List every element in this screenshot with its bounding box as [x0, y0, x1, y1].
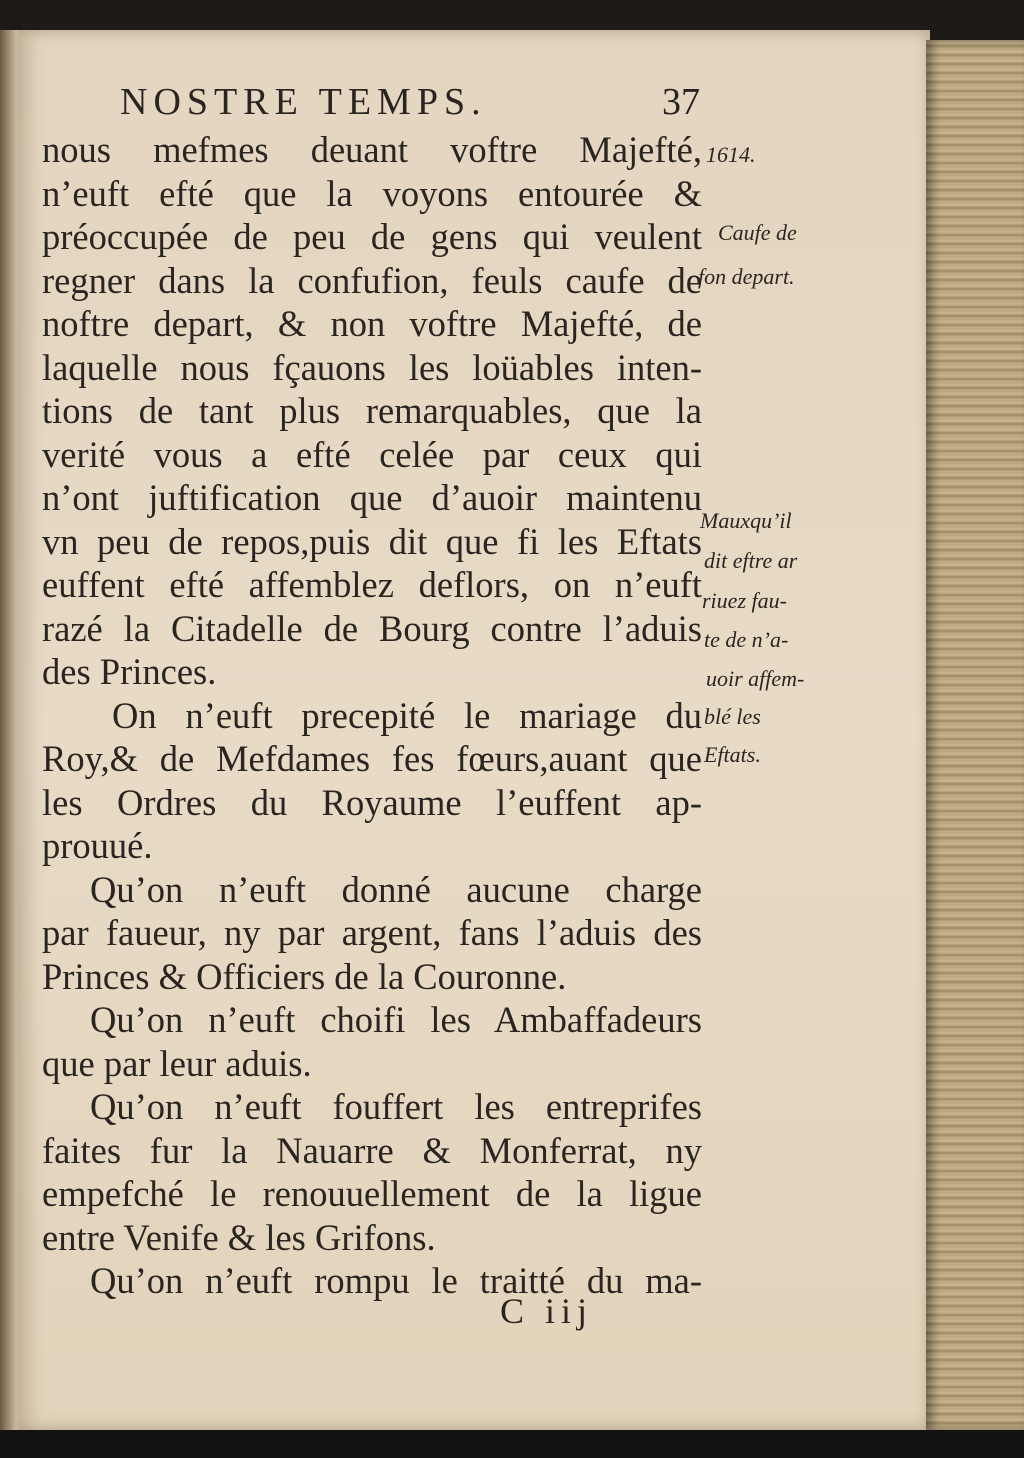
text-line: par faueur, ny par argent, fans l’aduis des: [42, 912, 702, 953]
text-line: vn peu de repos,puis dit que fi les Eftats: [42, 520, 702, 562]
margin-note-line: dit eftre ar: [704, 548, 798, 573]
text-line: empefché le renouuellement de la ligue: [42, 1173, 702, 1214]
running-title: NOSTRE TEMPS.: [120, 81, 487, 123]
text-line: les Ordres du Royaume l’euffent ap-: [42, 781, 702, 823]
margin-year: 1614.: [706, 142, 756, 167]
running-head: [120, 80, 700, 130]
body-text: [42, 128, 702, 1303]
text-line: euffent efté affemblez deflors, on n’euft: [42, 564, 702, 605]
book-fore-edge: [926, 40, 1024, 1430]
margin-note-line: te de n’a-: [704, 627, 789, 652]
margin-note-line: fon depart.: [698, 264, 795, 289]
text-line: que par leur aduis.: [42, 1042, 312, 1084]
text-line: Qu’on n’euft fouffert les entreprifes: [90, 1086, 702, 1127]
text-line: entre Venife & les Grifons.: [42, 1216, 436, 1258]
text-line: verité vous a efté celée par ceux qui: [42, 433, 702, 475]
text-line: razé la Citadelle de Bourg contre l’aduis: [42, 607, 702, 649]
text-line: On n’euft precepité le mariage du: [112, 694, 702, 736]
signature-mark: C iij: [500, 1291, 594, 1331]
text-line: Qu’on n’euft choifi les Ambaffadeurs: [90, 999, 702, 1040]
margin-note-line: uoir affem-: [706, 666, 805, 691]
text-line: n’euft efté que la voyons entourée &: [42, 172, 702, 214]
text-line: Qu’on n’euft donné aucune charge: [90, 868, 702, 910]
text-line: prouué.: [42, 825, 153, 866]
page-number: 37: [662, 81, 700, 123]
text-line: laquelle nous fçauons les loüables inten-: [42, 346, 702, 388]
text-line: des Princes.: [42, 651, 217, 692]
text-line: regner dans la confufion, feuls caufe de: [42, 259, 702, 301]
margin-note-line: riuez fau-: [702, 588, 787, 613]
text-line: Qu’on n’euft rompu le traitté du ma-: [90, 1260, 702, 1301]
text-line: Roy,& de Mefdames fes fœurs,auant que: [42, 738, 702, 779]
text-line: Princes & Officiers de la Couronne.: [42, 955, 567, 997]
text-line: préoccupée de peu de gens qui veulent: [42, 216, 702, 257]
text-line: nous mefmes deuant voftre Majefté,: [42, 129, 702, 170]
background-bottom: [0, 1430, 1024, 1458]
margin-note-line: Mauxqu’il: [700, 508, 792, 533]
margin-note-line: Eftats.: [704, 742, 761, 767]
text-line: n’ont juftification que d’auoir maintenu: [42, 477, 702, 518]
text-line: faites fur la Nauarre & Monferrat, ny: [42, 1129, 702, 1171]
text-line: tions de tant plus remarquables, que la: [42, 390, 702, 431]
margin-note-line: blé les: [704, 704, 761, 729]
text-line: noftre depart, & non voftre Majefté, de: [42, 303, 702, 344]
margin-note-line: Caufe de: [718, 220, 797, 245]
